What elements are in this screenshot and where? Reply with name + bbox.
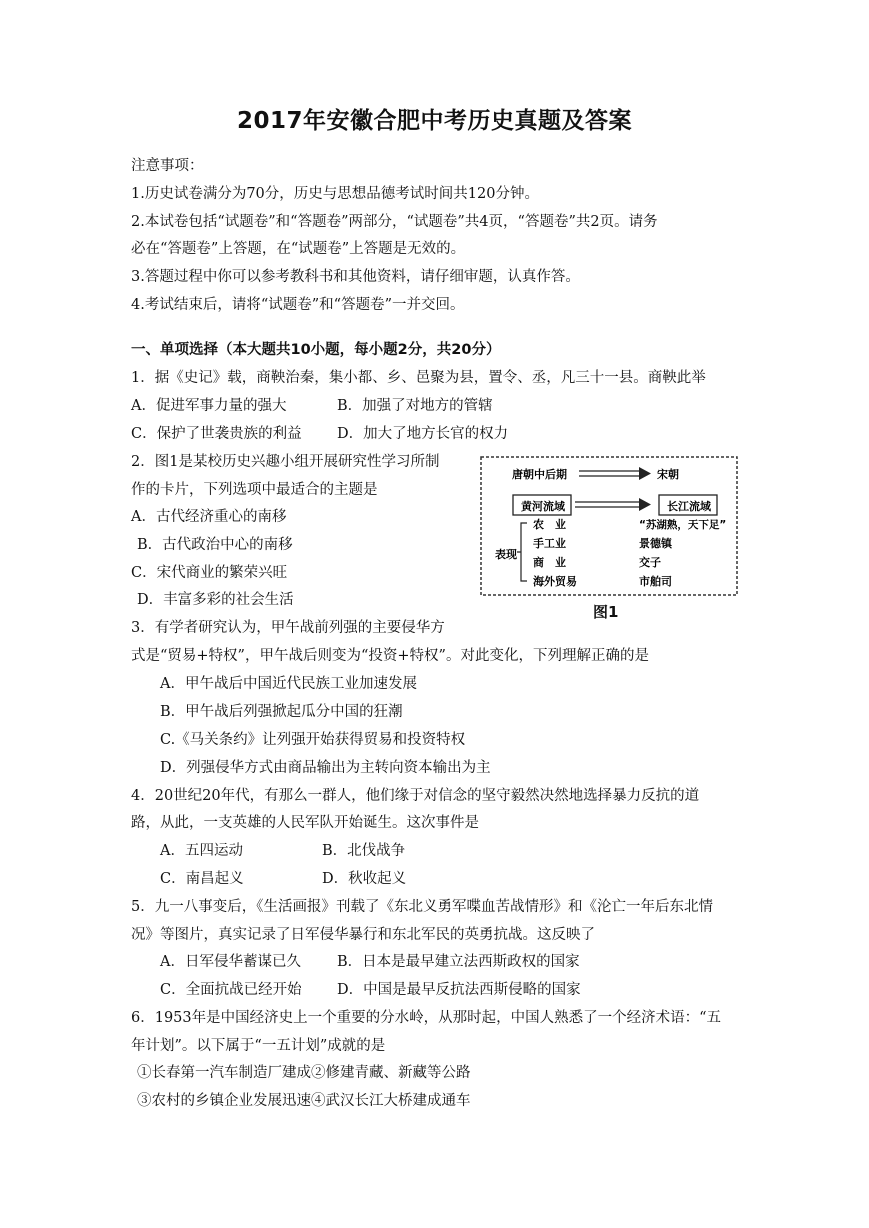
fig-mid-left: 黄河流域 xyxy=(521,500,565,513)
q1-option-d: D．加大了地方长官的权力 xyxy=(337,426,509,442)
q1-option-a: A．促进军事力量的强大 xyxy=(131,398,287,414)
figure-1-card xyxy=(479,455,739,597)
q1-stem: 1．据《史记》载，商鞅治秦，集小都、乡、邑聚为县，置令、丞，凡三十一县。商鞅此举 xyxy=(131,370,706,386)
fig-top-left: 唐朝中后期 xyxy=(512,468,567,481)
notice-item: 2.本试卷包括“试题卷”和“答题卷”两部分，“试题卷”共4页，“答题卷”共2页。请务 xyxy=(131,214,658,230)
q2-option-c: C．宋代商业的繁荣兴旺 xyxy=(131,565,288,581)
notice-item: 必在“答题卷”上答题，在“试题卷”上答题是无效的。 xyxy=(131,241,466,257)
q6-items: ③农村的乡镇企业发展迅速④武汉长江大桥建成通车 xyxy=(137,1093,471,1109)
q3-option-a: A．甲午战后中国近代民族工业加速发展 xyxy=(160,676,417,692)
q2-stem: 作的卡片，下列选项中最适合的主题是 xyxy=(131,482,378,498)
q4-option-a: A．五四运动 xyxy=(160,843,243,859)
q5-stem: 况》等图片，真实记录了日军侵华暴行和东北军民的英勇抗战。这反映了 xyxy=(131,927,595,943)
q4-stem: 4．20世纪20年代，有那么一群人，他们缘于对信念的坚守毅然决然地选择暴力反抗的道 xyxy=(131,788,700,804)
notice-item: 3.答题过程中你可以参考教科书和其他资料，请仔细审题，认真作答。 xyxy=(131,269,580,285)
q5-option-a: A．日军侵华蓄谋已久 xyxy=(160,954,301,970)
q6-stem: 年计划”。以下属于“一五计划”成就的是 xyxy=(131,1038,386,1054)
fig-row-right: “苏湖熟，天下足” xyxy=(639,519,727,531)
q3-option-d: D．列强侵华方式由商品输出为主转向资本输出为主 xyxy=(160,760,491,776)
q3-stem: 式是“贸易+特权”，甲午战后则变为“投资+特权”。对此变化，下列理解正确的是 xyxy=(131,648,649,664)
fig-row-right: 景德镇 xyxy=(639,537,672,550)
q4-option-c: C．南昌起义 xyxy=(160,871,244,887)
q5-option-c: C．全面抗战已经开始 xyxy=(160,982,302,998)
q1-option-c: C．保护了世袭贵族的利益 xyxy=(131,426,302,442)
fig-row-left: 海外贸易 xyxy=(533,575,577,588)
q4-option-d: D．秋收起义 xyxy=(322,871,407,887)
q3-stem: 3．有学者研究认为，甲午战前列强的主要侵华方 xyxy=(131,620,445,636)
q2-stem: 2．图1是某校历史兴趣小组开展研究性学习所制 xyxy=(131,454,440,470)
notice-heading: 注意事项： xyxy=(131,158,204,174)
q2-option-b: B．古代政治中心的南移 xyxy=(137,537,293,553)
q4-option-b: B．北伐战争 xyxy=(322,843,406,859)
notice-item: 4.考试结束后，请将“试题卷”和“答题卷”一并交回。 xyxy=(131,297,465,313)
figure-caption: 图1 xyxy=(593,603,619,621)
q4-stem: 路，从此，一支英雄的人民军队开始诞生。这次事件是 xyxy=(131,815,479,831)
fig-mid-right: 长江流域 xyxy=(667,500,711,513)
fig-side-label: 表现 xyxy=(495,548,517,561)
q5-option-b: B．日本是最早建立法西斯政权的国家 xyxy=(337,954,580,970)
fig-row-left: 商 业 xyxy=(533,556,566,569)
fig-top-right: 宋朝 xyxy=(657,468,679,481)
q2-option-d: D．丰富多彩的社会生活 xyxy=(137,592,294,608)
notice-item: 1.历史试卷满分为70分，历史与思想品德考试时间共120分钟。 xyxy=(131,186,539,202)
fig-row-right: 交子 xyxy=(639,556,661,569)
q5-stem: 5．九一八事变后，《生活画报》刊载了《东北义勇军喋血苦战情形》和《沦亡一年后东北情 xyxy=(131,899,713,915)
fig-row-right: 市舶司 xyxy=(639,575,672,588)
section-heading: 一、单项选择（本大题共10小题，每小题2分，共20分） xyxy=(131,342,501,358)
q1-option-b: B．加强了对地方的管辖 xyxy=(337,398,493,414)
q3-option-b: B．甲午战后列强掀起瓜分中国的狂潮 xyxy=(160,704,403,720)
q5-option-d: D．中国是最早反抗法西斯侵略的国家 xyxy=(337,982,581,998)
q2-option-a: A．古代经济重心的南移 xyxy=(131,509,287,525)
q3-option-c: C.《马关条约》让列强开始获得贸易和投资特权 xyxy=(160,732,466,748)
page-title: 2017年安徽合肥中考历史真题及答案 xyxy=(236,108,632,134)
fig-row-left: 手工业 xyxy=(533,537,566,550)
fig-row-left: 农 业 xyxy=(533,518,566,531)
q6-stem: 6．1953年是中国经济史上一个重要的分水岭，从那时起，中国人熟悉了一个经济术语：“五 xyxy=(131,1010,722,1026)
q6-items: ①长春第一汽车制造厂建成②修建青藏、新藏等公路 xyxy=(137,1065,471,1081)
